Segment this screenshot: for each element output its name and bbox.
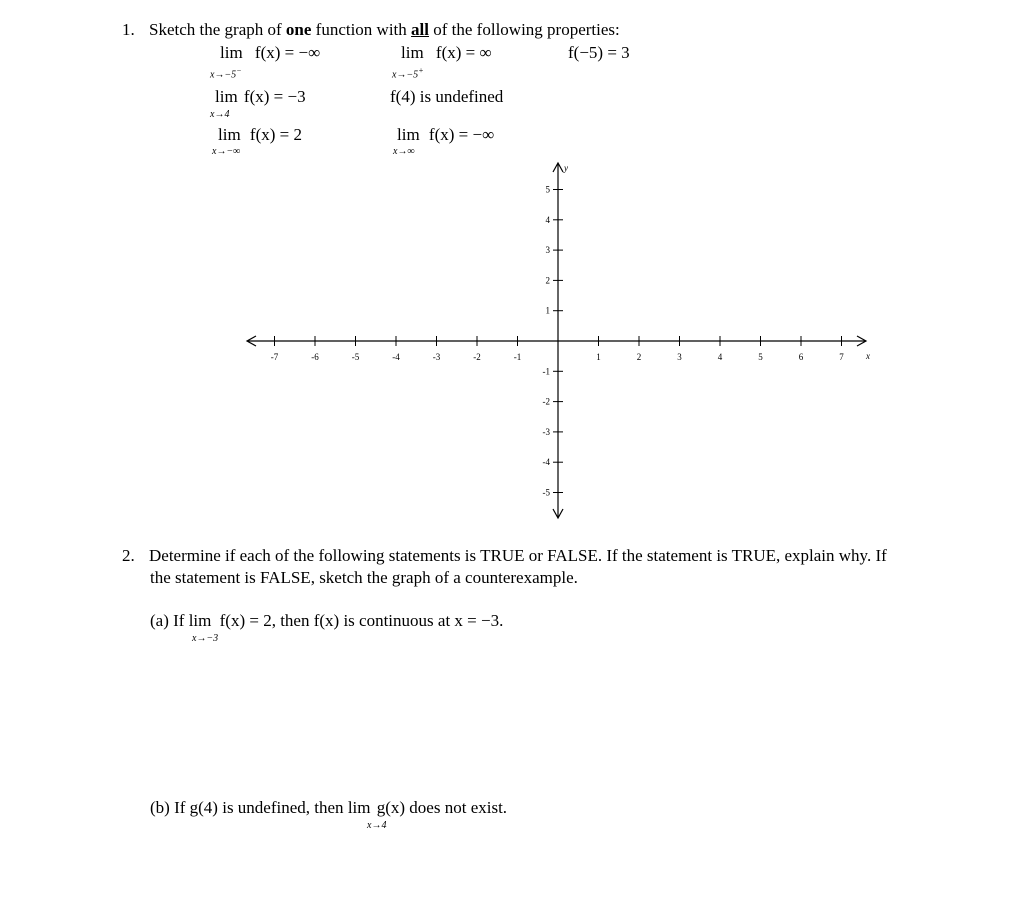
part-b-prefix: (b) If g(4) is undefined, then [150, 798, 348, 817]
property-6-subscript: x→−∞ [212, 146, 241, 157]
x-tick-label-0: -7 [270, 352, 279, 362]
part-b-subscript: x→4 [367, 820, 387, 831]
property-6-expr: f(x) = 2 [249, 125, 302, 144]
y-tick-label-3: 2 [545, 275, 550, 286]
x-tick-label-7: 1 [596, 352, 601, 362]
x-axis-label: x [866, 351, 870, 361]
part-b-expr: g(x) does not exist. [376, 798, 508, 817]
problem-2-line-2: the statement is FALSE, sketch the graph of a counterexample. [150, 568, 578, 587]
property-3-expr: f(−5) = 3 [568, 43, 630, 62]
x-tick-label-10: 4 [717, 352, 723, 362]
problem-1-intro-b: function with [311, 20, 412, 39]
problem-2-text-1: Determine if each of the following statements is TRUE or FALSE. If the statement is TRUE, explain why. If [149, 546, 887, 565]
x-tick-label-4: -3 [432, 352, 441, 362]
part-a-expr: f(x) = 2, then f(x) is continuous at x = −3. [219, 611, 504, 630]
problem-1-intro-underline: all [411, 20, 429, 39]
problem-1-intro-bold: one [285, 20, 312, 39]
x-tick-label-2: -5 [351, 352, 360, 362]
y-tick-label-2: 3 [545, 245, 550, 256]
property-2-expr: f(x) = ∞ [435, 43, 492, 62]
property-7-subscript: x→∞ [393, 146, 415, 157]
x-tick-label-11: 5 [758, 352, 763, 362]
part-a [150, 611, 503, 631]
x-tick-label-5: -2 [473, 352, 481, 362]
property-6-lim: lim [218, 125, 241, 144]
y-axis-label: y [564, 163, 568, 173]
y-tick-label-4: 1 [545, 305, 550, 316]
property-4-expr: f(x) = −3 [243, 87, 306, 106]
y-tick-label-0: 5 [545, 184, 550, 195]
problem-2-number: 2. [122, 546, 135, 565]
property-4-subscript: x→4 [210, 109, 230, 120]
y-tick-label-1: 4 [545, 214, 550, 225]
x-tick-label-6: -1 [513, 352, 522, 362]
problem-1-number: 1. [122, 20, 135, 39]
property-7-lim: lim [397, 125, 420, 144]
property-2-lim: lim [401, 43, 424, 62]
property-4-lim: lim [215, 87, 238, 106]
x-tick-label-3: -4 [392, 352, 400, 362]
problem-2-line-1 [122, 546, 887, 566]
property-7-expr: f(x) = −∞ [428, 125, 495, 144]
problem-1-intro-a: Sketch the graph of [149, 20, 286, 39]
x-tick-label-1: -6 [311, 352, 319, 362]
part-a-lim: lim [188, 611, 212, 630]
property-1-expr: f(x) = −∞ [254, 43, 321, 62]
x-tick-label-13: 7 [839, 352, 844, 362]
x-tick-label-9: 3 [677, 352, 682, 362]
x-tick-label-12: 6 [798, 352, 804, 362]
y-tick-label-7: -3 [542, 426, 550, 437]
y-tick-label-8: -4 [542, 457, 550, 468]
property-2-subscript: x→−5+ [392, 66, 424, 81]
property-5-expr: f(4) is undefined [390, 87, 504, 106]
y-tick-label-5: -1 [542, 366, 550, 377]
property-1-lim: lim [220, 43, 243, 62]
property-1-subscript: x→−5− [210, 66, 242, 81]
problem-1-intro-c: of the following properties: [429, 20, 620, 39]
y-tick-label-9: -5 [542, 487, 550, 498]
part-b [150, 798, 507, 818]
part-b-lim: lim [347, 798, 371, 817]
part-a-subscript: x→−3 [192, 633, 219, 644]
part-a-prefix: (a) If [150, 611, 189, 630]
x-tick-label-8: 2 [636, 352, 642, 362]
y-tick-label-6: -2 [542, 396, 550, 407]
